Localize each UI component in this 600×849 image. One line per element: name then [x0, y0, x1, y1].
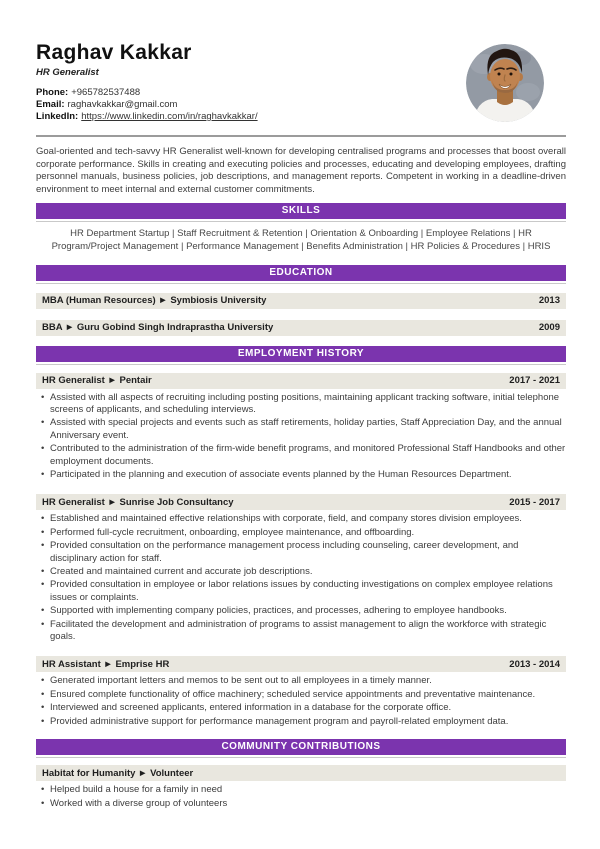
header-divider [36, 135, 566, 137]
job-entry-years: 2013 - 2014 [509, 658, 560, 670]
section-header-community: COMMUNITY CONTRIBUTIONS [36, 739, 566, 755]
section-underline [36, 364, 566, 365]
phone-label: Phone: [36, 87, 69, 98]
job-bullet-list [36, 675, 566, 728]
summary-text: Goal-oriented and tech-savvy HR Generalist well-known for developing centralised programs and processes that boost overall corporate performance. Skills in creating and executing policies and processes, educating and developing employees, drafting personnel manuals, business policies, job descriptions, and management reports. Competent in working in a deadline-driven environment to meet internal and external customer commitments. [36, 146, 566, 195]
community-bullet-list [36, 784, 566, 810]
education-row [36, 293, 566, 309]
job-entry-title: HR Assistant ► Emprise HR [42, 658, 170, 670]
section-header-education: EDUCATION [36, 265, 566, 281]
skills-list: HR Department Startup | Staff Recruitment & Retention | Orientation & Onboarding | Employee Relations | HR Program/Project Management | Performance Management | Benefits Administration | HR Policies & Procedures | HRIS [51, 228, 551, 252]
education-year: 2009 [538, 322, 560, 334]
phone-line [36, 87, 466, 99]
bullet-item: • Performed full-cycle recruitment, onboarding, employee maintenance, and offboarding. [36, 527, 566, 539]
education-year: 2013 [538, 295, 560, 307]
job-entry [36, 373, 566, 482]
bullet-item: • Facilitated the development and administration of programs to assist management to align the workforce with strategic goals. [36, 619, 566, 644]
bullet-item: • Interviewed and screened applicants, entered information in a database for the corporate office. [36, 702, 566, 714]
job-entry-title: HR Generalist ► Sunrise Job Consultancy [42, 496, 234, 508]
section-underline [36, 757, 566, 758]
job-header-row [36, 656, 566, 672]
bullet-item: • Provided consultation in employee or labor relations issues by conducting investigations on complex employee relations issues or complaints. [36, 579, 566, 604]
community-entry [36, 765, 566, 810]
email-value: raghavkakkar@gmail.com [67, 99, 178, 110]
header-identity [36, 40, 466, 123]
header [36, 40, 566, 123]
bullet-item: • Assisted with special projects and events such as staff retirements, holiday parties, Staff Appreciation Day, and the annual Anniversary event. [36, 417, 566, 442]
linkedin-label: LinkedIn: [36, 111, 79, 122]
bullet-item: • Helped build a house for a family in need [36, 784, 566, 796]
bullet-item: • Supported with implementing company policies, practices, and processes, adhering to employee handbooks. [36, 605, 566, 617]
bullet-item: • Worked with a diverse group of volunteers [36, 798, 566, 810]
linkedin-link[interactable]: https://www.linkedin.com/in/raghavkakkar/ [81, 111, 258, 122]
job-entry [36, 494, 566, 643]
bullet-item: • Provided administrative support for performance management program and payroll-related employment data. [36, 716, 566, 728]
bullet-item: • Established and maintained effective relationships with corporate, field, and company stores division employees. [36, 513, 566, 525]
job-header-row [36, 373, 566, 389]
education-degree: MBA (Human Resources) ► Symbiosis University [42, 295, 267, 307]
bullet-item: • Ensured complete functionality of office machinery; scheduled service appointments and preventative maintenance. [36, 689, 566, 701]
job-entry-years: 2015 - 2017 [509, 496, 560, 508]
job-header-row [36, 494, 566, 510]
avatar-illustration [466, 44, 544, 122]
page-title: Raghav Kakkar [36, 41, 192, 64]
email-label: Email: [36, 99, 65, 110]
phone-value: +965782537488 [71, 87, 141, 98]
job-bullet-list [36, 513, 566, 643]
job-bullet-list [36, 392, 566, 482]
section-header-skills: SKILLS [36, 203, 566, 219]
bullet-item: • Contributed to the administration of the firm-wide benefit programs, and monitored Professional Staff Handbooks and other employment documents. [36, 443, 566, 468]
job-entry [36, 656, 566, 728]
bullet-item: • Assisted with all aspects of recruiting including posting positions, maintaining applicant tracking software, initial telephone screens of applicants, and scheduling interviews. [36, 392, 566, 417]
section-underline [36, 283, 566, 284]
section-underline [36, 221, 566, 222]
section-header-employment: EMPLOYMENT HISTORY [36, 346, 566, 362]
bullet-item: • Created and maintained current and accurate job descriptions. [36, 566, 566, 578]
community-header-row [36, 765, 566, 781]
profile-photo [466, 44, 544, 122]
bullet-item: • Participated in the planning and execution of associate events planned by the Human Resources Department. [36, 469, 566, 481]
email-line [36, 99, 466, 111]
bullet-item: • Provided consultation on the performance management process including counseling, career development, and disciplinary action for staff. [36, 540, 566, 565]
contact-block [36, 87, 466, 123]
bullet-item: • Generated important letters and memos to be sent out to all employees in a timely manner. [36, 675, 566, 687]
education-degree: BBA ► Guru Gobind Singh Indraprastha University [42, 322, 274, 334]
job-title-subheading: HR Generalist [36, 67, 99, 78]
job-entry-years: 2017 - 2021 [509, 375, 560, 387]
community-entry-title: Habitat for Humanity ► Volunteer [42, 767, 194, 779]
job-entry-title: HR Generalist ► Pentair [42, 375, 152, 387]
education-row [36, 320, 566, 336]
linkedin-line [36, 111, 466, 123]
